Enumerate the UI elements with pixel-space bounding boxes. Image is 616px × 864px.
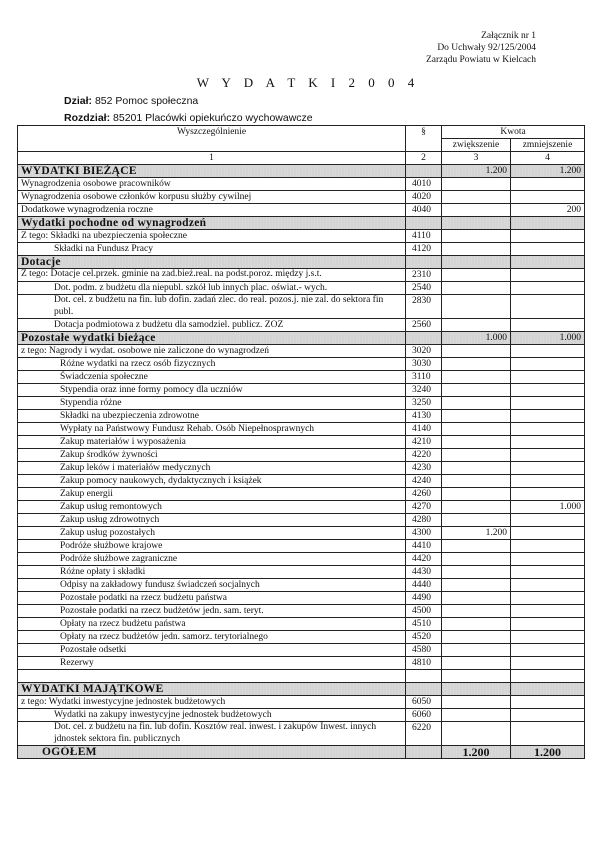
row-increase (442, 488, 511, 501)
section-increase: 1.200 (442, 165, 511, 178)
section-row-biezace (18, 165, 585, 178)
row-decrease (511, 722, 585, 746)
row-paragraph: 4010 (406, 178, 442, 191)
table-row (18, 204, 585, 217)
row-description: Składki na Fundusz Pracy (18, 243, 406, 256)
row-paragraph: 4130 (406, 410, 442, 423)
row-paragraph: 4040 (406, 204, 442, 217)
spacer-cell (511, 670, 585, 683)
rozdzial-value: 85201 Placówki opiekuńczo wychowawcze (113, 112, 313, 124)
table-row (18, 358, 585, 371)
row-increase (442, 397, 511, 410)
row-increase (442, 204, 511, 217)
row-increase (442, 423, 511, 436)
section-row-dotacje (18, 256, 585, 269)
header-decrease: zmniejszenie (511, 139, 585, 152)
row-paragraph: 4270 (406, 501, 442, 514)
row-paragraph: 2830 (406, 295, 442, 319)
section-row-majatkowe (18, 683, 585, 696)
row-description: Dodatkowe wynagrodzenia roczne (18, 204, 406, 217)
table-row (18, 269, 585, 282)
section-increase (442, 256, 511, 269)
header-description: Wyszczególnienie (18, 126, 406, 152)
row-decrease (511, 295, 585, 319)
dzial-label: Dział: (64, 95, 93, 107)
row-increase (442, 371, 511, 384)
row-increase (442, 644, 511, 657)
table-row (18, 644, 585, 657)
row-decrease (511, 540, 585, 553)
row-description: Z tego: Składki na ubezpieczenia społeczne (18, 230, 406, 243)
row-paragraph: 4520 (406, 631, 442, 644)
row-decrease (511, 436, 585, 449)
row-increase (442, 449, 511, 462)
row-decrease (511, 462, 585, 475)
row-paragraph: 4300 (406, 527, 442, 540)
row-decrease (511, 631, 585, 644)
row-increase (442, 410, 511, 423)
row-increase (442, 605, 511, 618)
table-row (18, 243, 585, 256)
row-description: Zakup usług pozostałych (18, 527, 406, 540)
row-decrease: 1.000 (511, 501, 585, 514)
table-row (18, 657, 585, 670)
row-description: Opłaty na rzecz budżetów jedn. samorz. terytorialnego (18, 631, 406, 644)
row-description: Różne opłaty i składki (18, 566, 406, 579)
row-increase (442, 696, 511, 709)
row-increase (442, 319, 511, 332)
row-paragraph: 4230 (406, 462, 442, 475)
header-number-2: 2 (406, 152, 442, 165)
row-increase (442, 295, 511, 319)
spacer-cell (18, 670, 406, 683)
row-decrease (511, 514, 585, 527)
total-decrease: 1.200 (511, 746, 585, 759)
row-paragraph: 4220 (406, 449, 442, 462)
attachment-line-2: Do Uchwały 92/125/2004 (437, 43, 536, 53)
attachment-line-1: Załącznik nr 1 (481, 31, 536, 41)
section-increase: 1.000 (442, 332, 511, 345)
row-decrease (511, 657, 585, 670)
row-paragraph: 4110 (406, 230, 442, 243)
row-paragraph: 6220 (406, 722, 442, 746)
row-paragraph: 6050 (406, 696, 442, 709)
row-paragraph: 4210 (406, 436, 442, 449)
section-label: Dotacje (18, 256, 406, 269)
section-increase (442, 683, 511, 696)
row-description: Z tego: Dotacje cel.przek. gminie na zad.bież.real. na podst.poroz. między j.s.t. (18, 269, 406, 282)
row-decrease (511, 230, 585, 243)
table-row (18, 475, 585, 488)
section-label: WYDATKI BIEŻĄCE (18, 165, 406, 178)
row-description: Zakup materiałów i wyposażenia (18, 436, 406, 449)
row-paragraph: 4140 (406, 423, 442, 436)
row-paragraph: 3240 (406, 384, 442, 397)
row-description: Wynagrodzenia osobowe członków korpusu służby cywilnej (18, 191, 406, 204)
row-paragraph: 2540 (406, 282, 442, 295)
row-description: Opłaty na rzecz budżetu państwa (18, 618, 406, 631)
section-paragraph (406, 683, 442, 696)
table-row (18, 397, 585, 410)
row-decrease: 200 (511, 204, 585, 217)
section-decrease (511, 683, 585, 696)
row-paragraph: 4280 (406, 514, 442, 527)
table-row (18, 631, 585, 644)
attachment-note (426, 30, 536, 66)
row-paragraph: 3030 (406, 358, 442, 371)
row-paragraph: 6060 (406, 709, 442, 722)
table-row (18, 423, 585, 436)
table-row (18, 514, 585, 527)
row-decrease (511, 449, 585, 462)
row-paragraph: 4490 (406, 592, 442, 605)
row-increase (442, 553, 511, 566)
row-decrease (511, 423, 585, 436)
row-decrease (511, 178, 585, 191)
row-decrease (511, 384, 585, 397)
row-paragraph: 4810 (406, 657, 442, 670)
row-decrease (511, 397, 585, 410)
row-decrease (511, 566, 585, 579)
row-description: Podróże służbowe zagraniczne (18, 553, 406, 566)
row-increase (442, 709, 511, 722)
section-paragraph (406, 165, 442, 178)
row-description: Dot. cel. z budżetu na fin. lub dofin. Kosztów real. inwest. i zakupów Inwest. innych jdnostek sektora fin. publicznych (18, 722, 406, 746)
row-increase (442, 618, 511, 631)
total-row (18, 746, 585, 759)
row-decrease (511, 319, 585, 332)
section-label: Pozostałe wydatki bieżące (18, 332, 406, 345)
row-description: Składki na ubezpieczenia zdrowotne (18, 410, 406, 423)
section-decrease: 1.000 (511, 332, 585, 345)
row-increase (442, 358, 511, 371)
section-label: Wydatki pochodne od wynagrodzeń (18, 217, 406, 230)
section-label: WYDATKI MAJĄTKOWE (18, 683, 406, 696)
row-description: Pozostałe odsetki (18, 644, 406, 657)
row-description: Świadczenia społeczne (18, 371, 406, 384)
row-description: Rezerwy (18, 657, 406, 670)
table-row (18, 488, 585, 501)
section-rozdzial (64, 112, 313, 124)
header-number-1: 1 (18, 152, 406, 165)
row-increase (442, 345, 511, 358)
row-description: Zakup pomocy naukowych, dydaktycznych i książek (18, 475, 406, 488)
table-row (18, 191, 585, 204)
table-row (18, 230, 585, 243)
section-paragraph (406, 332, 442, 345)
row-increase (442, 566, 511, 579)
row-paragraph: 2560 (406, 319, 442, 332)
row-paragraph: 4420 (406, 553, 442, 566)
row-description: Zakup energii (18, 488, 406, 501)
row-decrease (511, 243, 585, 256)
row-description: Wynagrodzenia osobowe pracowników (18, 178, 406, 191)
row-increase (442, 282, 511, 295)
table-row (18, 605, 585, 618)
row-increase (442, 579, 511, 592)
section-paragraph (406, 217, 442, 230)
table-row (18, 345, 585, 358)
row-increase (442, 230, 511, 243)
rozdzial-label: Rozdział: (64, 112, 111, 124)
row-description: z tego: Wydatki inwestycyjne jednostek budżetowych (18, 696, 406, 709)
row-increase (442, 475, 511, 488)
table-row (18, 566, 585, 579)
row-increase (442, 514, 511, 527)
row-decrease (511, 644, 585, 657)
row-decrease (511, 345, 585, 358)
row-decrease (511, 282, 585, 295)
row-decrease (511, 592, 585, 605)
header-paragraph: § (406, 126, 442, 152)
row-description: Pozostałe podatki na rzecz budżetów jedn. sam. teryt. (18, 605, 406, 618)
row-increase (442, 631, 511, 644)
section-row-pozostale (18, 332, 585, 345)
section-increase (442, 217, 511, 230)
row-decrease (511, 191, 585, 204)
row-description: Odpisy na zakładowy fundusz świadczeń socjalnych (18, 579, 406, 592)
row-decrease (511, 696, 585, 709)
row-increase (442, 269, 511, 282)
attachment-line-3: Zarządu Powiatu w Kielcach (426, 55, 536, 65)
row-description: Zakup środków żywności (18, 449, 406, 462)
row-description: Zakup usług remontowych (18, 501, 406, 514)
spacer-cell (406, 670, 442, 683)
table-row (18, 384, 585, 397)
row-paragraph: 2310 (406, 269, 442, 282)
expenditure-table (17, 125, 585, 759)
table-row (18, 410, 585, 423)
row-paragraph: 4260 (406, 488, 442, 501)
row-description: Podróże służbowe krajowe (18, 540, 406, 553)
row-increase (442, 178, 511, 191)
table-row (18, 553, 585, 566)
table-body (18, 165, 585, 759)
table-row (18, 501, 585, 514)
row-description: Pozostałe podatki na rzecz budżetu państwa (18, 592, 406, 605)
row-increase (442, 243, 511, 256)
row-description: Dotacja podmiotowa z budżetu dla samodziel. publicz. ZOZ (18, 319, 406, 332)
header-amount: Kwota (442, 126, 585, 139)
table-row (18, 618, 585, 631)
row-decrease (511, 358, 585, 371)
section-decrease (511, 256, 585, 269)
row-decrease (511, 410, 585, 423)
row-decrease (511, 618, 585, 631)
row-paragraph: 4440 (406, 579, 442, 592)
table-row (18, 696, 585, 709)
table-row (18, 449, 585, 462)
row-increase (442, 722, 511, 746)
row-description: Wydatki na zakupy inwestycyjne jednostek budżetowych (18, 709, 406, 722)
row-increase (442, 501, 511, 514)
row-decrease (511, 709, 585, 722)
row-paragraph: 4240 (406, 475, 442, 488)
row-paragraph: 3020 (406, 345, 442, 358)
row-description: Różne wydatki na rzecz osób fizycznych (18, 358, 406, 371)
row-decrease (511, 605, 585, 618)
table-row (18, 462, 585, 475)
row-increase (442, 384, 511, 397)
row-paragraph: 4430 (406, 566, 442, 579)
row-description: Zakup usług zdrowotnych (18, 514, 406, 527)
table-row (18, 436, 585, 449)
table-row (18, 709, 585, 722)
row-description: Wypłaty na Państwowy Fundusz Rehab. Osób Niepełnosprawnych (18, 423, 406, 436)
table-row (18, 592, 585, 605)
row-increase: 1.200 (442, 527, 511, 540)
dzial-value: 852 Pomoc społeczna (94, 95, 199, 107)
row-description: Dot. cel. z budżetu na fin. lub dofin. zadań zlec. do real. pozos.j. nie zal. do sektora fin publ. (18, 295, 406, 319)
section-decrease: 1.200 (511, 165, 585, 178)
row-description: Dot. podm. z budżetu dla niepubl. szkół lub innych plac. oświat.- wych. (18, 282, 406, 295)
header-increase: zwiększenie (442, 139, 511, 152)
row-paragraph: 4500 (406, 605, 442, 618)
row-description: Stypendia różne (18, 397, 406, 410)
row-paragraph: 4510 (406, 618, 442, 631)
table-row (18, 579, 585, 592)
row-decrease (511, 475, 585, 488)
section-decrease (511, 217, 585, 230)
row-increase (442, 462, 511, 475)
row-increase (442, 540, 511, 553)
row-description: Stypendia oraz inne formy pomocy dla uczniów (18, 384, 406, 397)
header-number-4: 4 (511, 152, 585, 165)
row-decrease (511, 371, 585, 384)
table-row (18, 527, 585, 540)
row-paragraph: 4410 (406, 540, 442, 553)
row-paragraph: 4580 (406, 644, 442, 657)
spacer-cell (442, 670, 511, 683)
row-increase (442, 592, 511, 605)
row-description: Zakup leków i materiałów medycznych (18, 462, 406, 475)
row-description: z tego: Nagrody i wydat. osobowe nie zaliczone do wynagrodzeń (18, 345, 406, 358)
row-paragraph: 3110 (406, 371, 442, 384)
row-decrease (511, 579, 585, 592)
section-row-pochodne (18, 217, 585, 230)
table-row (18, 722, 585, 746)
table-row (18, 540, 585, 553)
table-row (18, 295, 585, 319)
table-row (18, 178, 585, 191)
row-increase (442, 191, 511, 204)
row-paragraph: 4020 (406, 191, 442, 204)
document-title: W Y D A T K I 2 0 0 4 (196, 75, 420, 90)
table-row (18, 282, 585, 295)
row-paragraph: 4120 (406, 243, 442, 256)
table-row (18, 371, 585, 384)
row-decrease (511, 553, 585, 566)
row-paragraph: 3250 (406, 397, 442, 410)
row-increase (442, 436, 511, 449)
spacer-row (18, 670, 585, 683)
total-increase: 1.200 (442, 746, 511, 759)
total-paragraph (406, 746, 442, 759)
row-decrease (511, 527, 585, 540)
header-number-3: 3 (442, 152, 511, 165)
row-decrease (511, 488, 585, 501)
section-paragraph (406, 256, 442, 269)
row-decrease (511, 269, 585, 282)
row-increase (442, 657, 511, 670)
section-dzial (64, 95, 198, 107)
table-row (18, 319, 585, 332)
total-label: OGÓŁEM (18, 746, 406, 759)
